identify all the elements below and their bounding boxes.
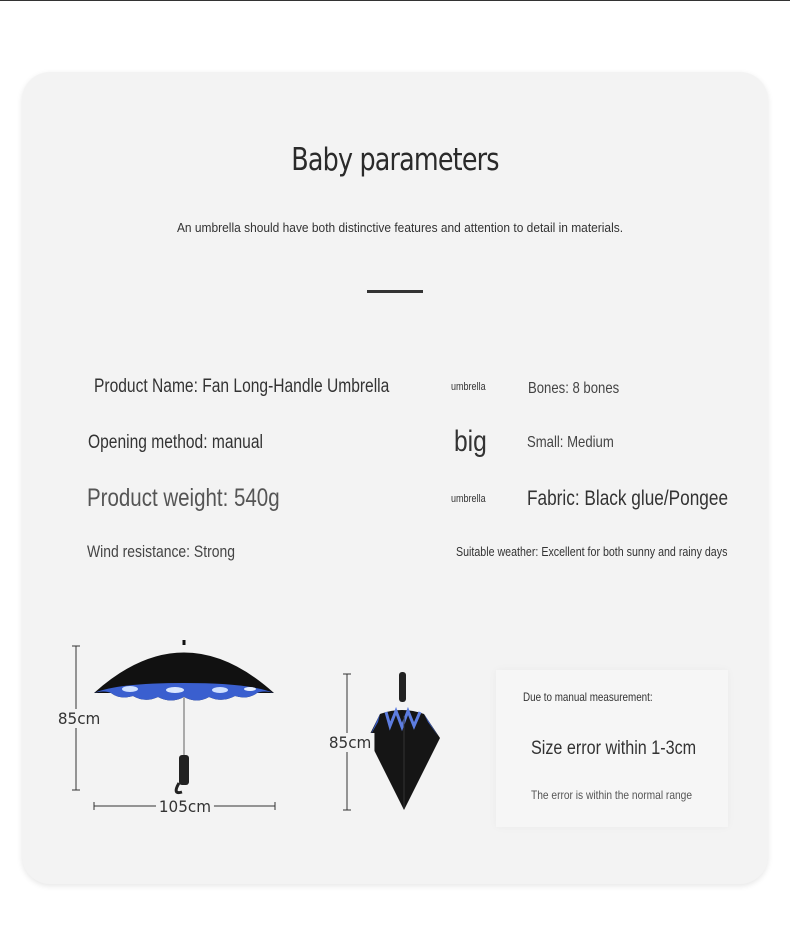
- page-title: Baby parameters: [291, 142, 499, 178]
- open-width-label: 105cm: [156, 797, 214, 816]
- size-error-text: Size error within 1-3cm: [531, 738, 697, 759]
- closed-umbrella-icon: [368, 672, 440, 810]
- error-range-text: The error is within the normal range: [531, 788, 693, 802]
- spec-weight: Product weight: 540g: [87, 484, 280, 512]
- spec-mid-label-1: umbrella: [451, 381, 486, 393]
- spec-mid-label-3: umbrella: [451, 493, 486, 505]
- spec-mid-label-2: big: [454, 425, 487, 458]
- spec-suitable-weather: Suitable weather: Excellent for both sunny and rainy days: [456, 544, 728, 559]
- spec-wind-resistance: Wind resistance: Strong: [87, 542, 235, 561]
- spec-bones: Bones: 8 bones: [528, 380, 620, 397]
- spec-opening-method: Opening method: manual: [88, 432, 263, 453]
- spec-fabric: Fabric: Black glue/Pongee: [527, 487, 729, 510]
- open-umbrella-icon: [94, 640, 274, 793]
- measurement-note: Due to manual measurement:: [523, 690, 653, 704]
- page-subtitle: An umbrella should have both distinctive features and attention to detail in materials.: [176, 220, 624, 235]
- spec-size: Small: Medium: [527, 434, 614, 451]
- closed-height-label: 85cm: [326, 733, 374, 752]
- open-height-label: 85cm: [55, 709, 103, 728]
- spec-product-name: Product Name: Fan Long-Handle Umbrella: [94, 376, 390, 397]
